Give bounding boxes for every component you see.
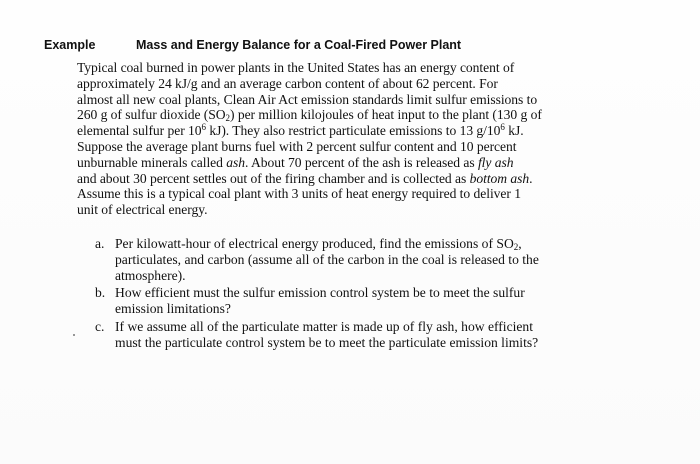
question-line: emission limitations?: [115, 301, 231, 317]
question-marker: a.: [95, 236, 105, 251]
paragraph-line: [77, 107, 597, 123]
emphasis-term: ash: [226, 154, 245, 170]
question-line: atmosphere).: [115, 267, 186, 283]
paragraph-text: kJ). They also restrict particulate emissions to 13 g/10: [206, 123, 501, 139]
superscript: 6: [201, 122, 206, 133]
example-label: Example: [44, 38, 96, 52]
question-line: If we assume all of the particulate matter is made up of fly ash, how efficient: [115, 318, 533, 334]
question-line: must the particulate control system be to meet the particulate emission limits?: [115, 334, 539, 350]
emphasis-term: fly ash: [477, 154, 514, 170]
paragraph-text: 260 g of sulfur dioxide (SO: [77, 107, 226, 123]
question-marker: c.: [95, 318, 105, 334]
paragraph-line: approximately 24 kJ/g and an average carbon content of about 62 percent. For: [77, 75, 498, 91]
question-text: ,: [518, 236, 522, 251]
question-b: [95, 285, 600, 317]
scan-dot: [73, 334, 75, 336]
subscript: 2: [225, 113, 230, 124]
question-line: particulates, and carbon (assume all of the carbon in the coal is released to the: [115, 251, 539, 267]
paragraph-text: elemental sulfur per 10: [77, 123, 202, 139]
paragraph-line: [77, 171, 597, 187]
question-list: [95, 236, 600, 353]
question-c: [95, 319, 600, 351]
question-line: [115, 236, 600, 252]
paragraph-line: almost all new coal plants, Clean Air Act emission standards limit sulfur emissions to: [77, 91, 538, 107]
subscript: 2: [513, 242, 519, 252]
superscript: 6: [500, 122, 505, 133]
paragraph-text: kJ.: [504, 123, 524, 139]
question-line: How efficient must the sulfur emission control system be to meet the sulfur: [115, 285, 525, 301]
paragraph-text: . About 70 percent of the ash is released as: [245, 154, 478, 170]
paragraph-line: [77, 155, 597, 171]
paragraph-line: Typical coal burned in power plants in the United States has an energy content of: [77, 60, 515, 75]
emphasis-term: bottom ash: [469, 170, 530, 186]
example-title: Mass and Energy Balance for a Coal-Fired Power Plant: [136, 38, 462, 52]
problem-paragraph: [77, 60, 597, 218]
paragraph-text: ) per million kilojoules of heat input to the plant (130 g of: [230, 107, 542, 123]
paragraph-line: Suppose the average plant burns fuel with 2 percent sulfur content and 10 percent: [77, 138, 517, 154]
question-text: Per kilowatt-hour of electrical energy produced, find the emissions of SO: [115, 236, 514, 251]
paragraph-text: .: [529, 170, 533, 186]
question-marker: b.: [95, 285, 106, 301]
paragraph-text: and about 30 percent settles out of the firing chamber and is collected as: [77, 170, 470, 186]
paragraph-line: [77, 123, 597, 139]
question-a: [95, 236, 600, 283]
paragraph-line: Assume this is a typical coal plant with 3 units of heat energy required to deliver 1: [77, 186, 521, 202]
paragraph-text: unburnable minerals called: [77, 154, 227, 170]
paragraph-line: unit of electrical energy.: [77, 202, 208, 218]
